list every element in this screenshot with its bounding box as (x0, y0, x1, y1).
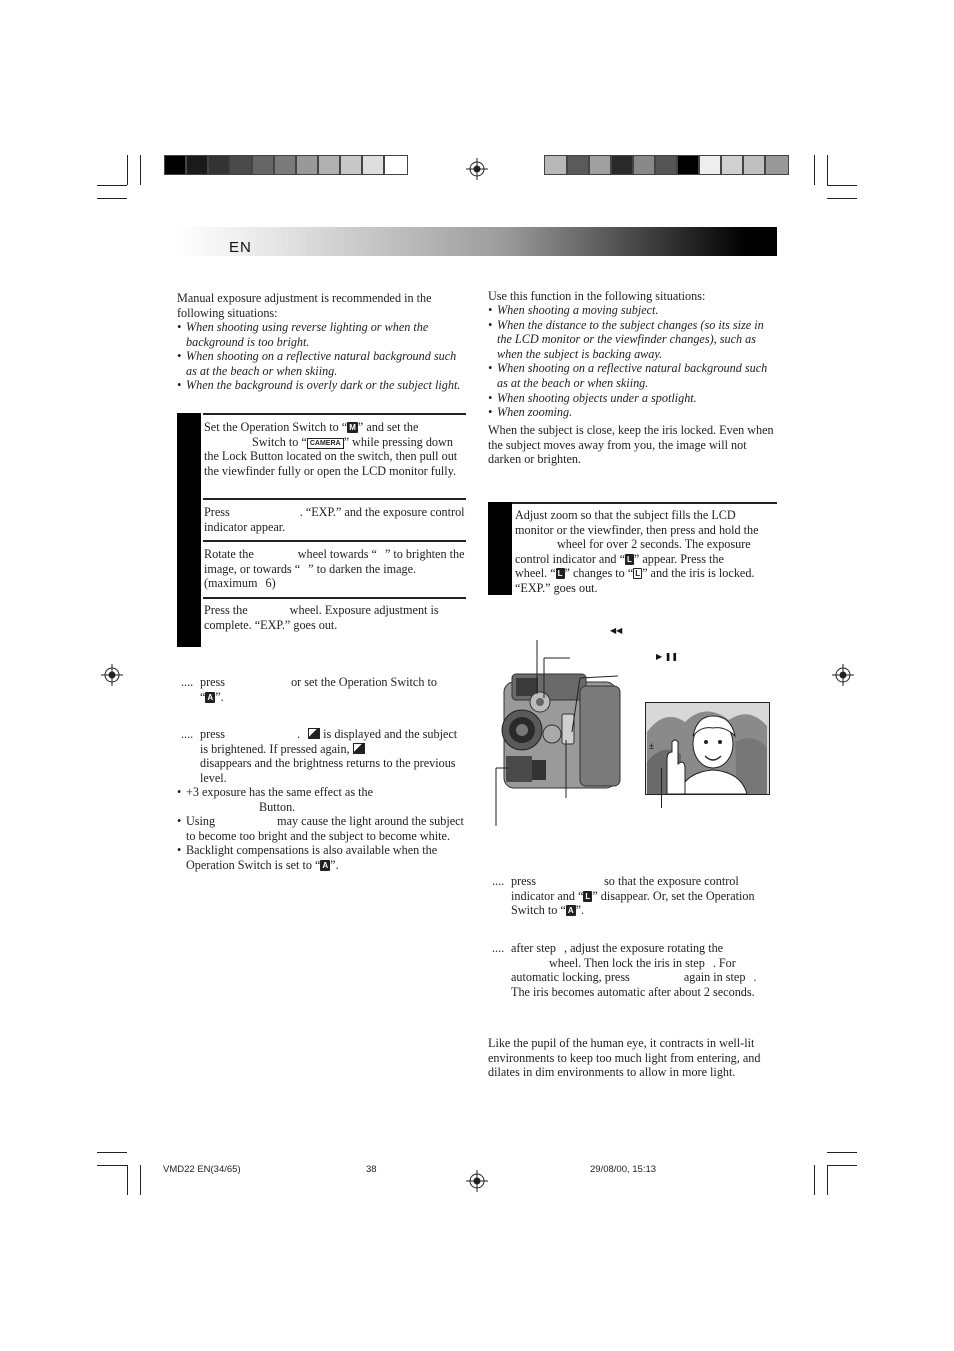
registration-target-icon (832, 664, 854, 686)
auto-mode-icon: A (207, 692, 214, 702)
lcd-display-illustration (645, 702, 771, 798)
left-notes-list (177, 785, 467, 873)
auto-mode-icon: A (322, 860, 329, 870)
lock-icon: L (585, 891, 591, 901)
registration-target-icon (101, 664, 123, 686)
right-final-paragraph: Like the pupil of the human eye, it contracts in well-lit environments to keep too much light from entering, and dilates in dim environments to allow in more light. (488, 1036, 761, 1080)
list-item: • Using may cause the light around the subject to become too bright and the subject to become white. (177, 814, 467, 843)
left-situations-list (177, 320, 469, 393)
header-band (177, 227, 777, 256)
camera-mode-icon: CAMERA (307, 438, 344, 449)
list-item: • When shooting objects under a spotlight. (488, 391, 780, 406)
right-paragraph: When the subject is close, keep the iris locked. Even when the subject moves away from you, the image will not darken or brighten. (488, 423, 774, 467)
left-note-1: .... press or set the Operation Switch to “ A ”. (181, 675, 437, 704)
step-divider (203, 498, 466, 500)
step-4-text: Press the wheel. Exposure adjustment is complete. “EXP.” goes out. (204, 603, 439, 632)
step-2-text: Press . “EXP.” and the exposure control indicator appear. (204, 505, 465, 534)
left-intro: Manual exposure adjustment is recommended in the following situations: (177, 291, 432, 320)
list-item: • When shooting a moving subject. (488, 303, 780, 318)
list-item: • +3 exposure has the same effect as the Button. (177, 785, 467, 814)
list-item: • When zooming. (488, 405, 780, 420)
step-divider (203, 540, 466, 542)
camcorder-illustration (492, 638, 632, 828)
list-item: • When the background is overly dark or the subject light. (177, 378, 469, 393)
rewind-symbol: ◀◀ (610, 626, 623, 635)
step-number-bar (177, 413, 201, 647)
left-note-2: .... press . is displayed and the subject is brightened. If pressed again, disappears and the brightness returns to the previous level. (181, 727, 458, 785)
step-divider (488, 502, 777, 504)
play-pause-symbol: ▶ ❚❚ (656, 652, 679, 661)
right-step-text: Adjust zoom so that the subject fills the LCD monitor or the viewfinder, then press and hold thewheel for over 2 seconds. The exposure control indicator and “ L ” appear. Press thewheel. “ L ” changes to “ L ” and the iris is locked. “EXP.” goes out. (515, 508, 759, 595)
lock-icon: L (557, 569, 563, 579)
language-label: EN (229, 239, 252, 256)
step-divider (203, 597, 466, 599)
lock-icon: L (635, 569, 641, 579)
registration-target-icon (466, 158, 488, 180)
list-item: • Backlight compensations is also available when the Operation Switch is set to “ A ”. (177, 843, 467, 872)
step-3-text: Rotate the wheel towards “ ” to brighten the image, or towards “ ” to darken the image. (maximum 6) (204, 547, 465, 591)
auto-mode-icon: A (567, 906, 574, 916)
lock-icon: L (627, 554, 632, 564)
backlight-icon (353, 743, 365, 754)
footer-date: 29/08/00, 15:13 (590, 1164, 657, 1175)
registration-target-icon (466, 1170, 488, 1192)
plus-minus-indicator: ± (649, 741, 654, 751)
footer-page: 38 (366, 1164, 377, 1175)
right-note-2: .... after step , adjust the exposure rotating the wheel. Then lock the iris in step . For automatic locking, press again in step . The iris becomes automatic after about 2 seconds. (492, 941, 757, 999)
list-item: • When the distance to the subject changes (so its size in the LCD monitor or the viewfinder changes), such as when the subject is backing away. (488, 318, 780, 362)
lcd-leader-line (661, 768, 662, 808)
right-note-1: .... press so that the exposure control indicator and “ L ” disappear. Or, set the Operation Switch to “ A ”. (492, 874, 755, 918)
right-situations-list (488, 303, 780, 420)
list-item: • When shooting on a reflective natural background such as at the beach or when skiing. (177, 349, 469, 378)
step-number-bar (488, 502, 512, 595)
list-item: • When shooting using reverse lighting or when the background is too bright. (177, 320, 469, 349)
list-item: • When shooting on a reflective natural background such as at the beach or when skiing. (488, 361, 780, 390)
footer-file: VMD22 EN(34/65) (163, 1164, 241, 1175)
backlight-icon (308, 728, 320, 739)
step-1-text: Set the Operation Switch to “ M ” and set the Switch to “ CAMERA ” while pressing down the Lock Button located on the switch, then pull out the viewfinder fully or open the LCD monitor fully. (204, 420, 458, 478)
manual-mode-icon: M (349, 423, 356, 432)
step-divider (203, 413, 466, 415)
right-intro: Use this function in the following situations: (488, 289, 706, 303)
